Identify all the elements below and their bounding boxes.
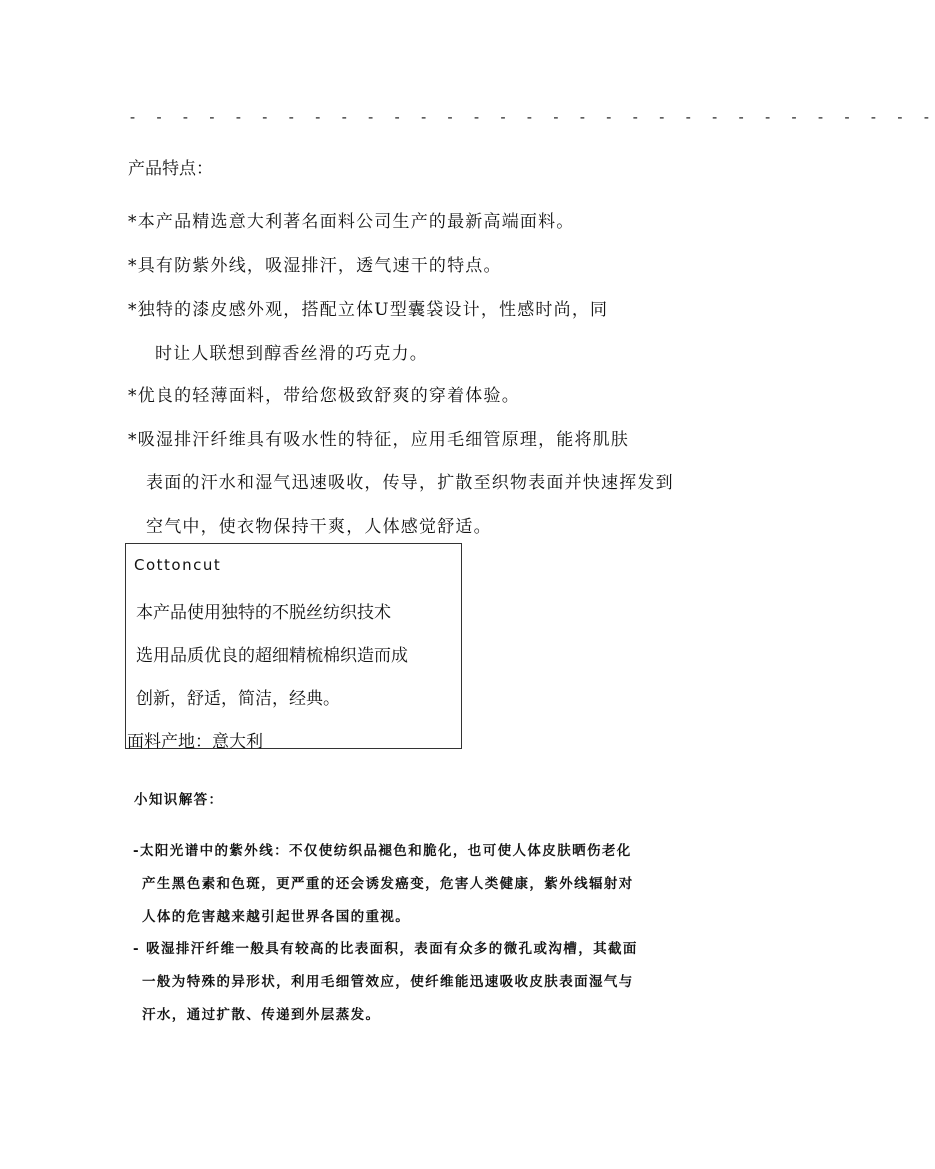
cotton-box-line: 本产品使用独特的不脱丝纺织技术 — [136, 603, 391, 623]
cotton-box-title: Cottoncut — [134, 556, 222, 574]
feature-item-continued: 空气中，使衣物保持干爽，人体感觉舒适。 — [146, 517, 492, 537]
knowledge-paragraph-line: 汗水，通过扩散、传递到外层蒸发。 — [142, 1007, 381, 1023]
feature-item-continued: 表面的汗水和湿气迅速吸收，传导，扩散至织物表面并快速挥发到 — [146, 473, 674, 493]
feature-item: *独特的漆皮感外观，搭配立体U型囊袋设计，性感时尚，同 — [128, 300, 609, 320]
separator-line: - - - - - - - - - - - - - - - - - - - - - - - - - - - - - - - — [128, 108, 935, 126]
cotton-box-line: 创新，舒适，简洁，经典。 — [136, 689, 340, 709]
feature-item: *吸湿排汗纤维具有吸水性的特征，应用毛细管原理，能将肌肤 — [128, 430, 630, 450]
feature-item-continued: 时让人联想到醇香丝滑的巧克力。 — [155, 344, 428, 364]
knowledge-heading: 小知识解答： — [134, 792, 224, 808]
cotton-info-box — [125, 543, 462, 752]
feature-item: *优良的轻薄面料，带给您极致舒爽的穿着体验。 — [128, 386, 520, 406]
knowledge-paragraph-line: -太阳光谱中的紫外线：不仅使纺织品褪色和脆化，也可使人体皮肤晒伤老化 — [133, 843, 632, 859]
knowledge-paragraph-line: 人体的危害越来越引起世界各国的重视。 — [142, 909, 411, 925]
fabric-origin: 面料产地：意大利 — [127, 732, 263, 752]
knowledge-paragraph-line: 一般为特殊的异形状，利用毛细管效应，使纤维能迅速吸收皮肤表面湿气与 — [142, 974, 634, 990]
cotton-box-line: 选用品质优良的超细精梳棉织造而成 — [136, 646, 408, 666]
feature-item: *具有防紫外线，吸湿排汗，透气速干的特点。 — [128, 256, 502, 276]
features-heading: 产品特点： — [128, 159, 213, 179]
feature-item: *本产品精选意大利著名面料公司生产的最新高端面料。 — [128, 212, 575, 232]
knowledge-paragraph-line: 产生黑色素和色斑，更严重的还会诱发癌变，危害人类健康，紫外线辐射对 — [142, 876, 634, 892]
knowledge-paragraph-line: - 吸湿排汗纤维一般具有较高的比表面积，表面有众多的微孔或沟槽，其截面 — [133, 941, 638, 957]
